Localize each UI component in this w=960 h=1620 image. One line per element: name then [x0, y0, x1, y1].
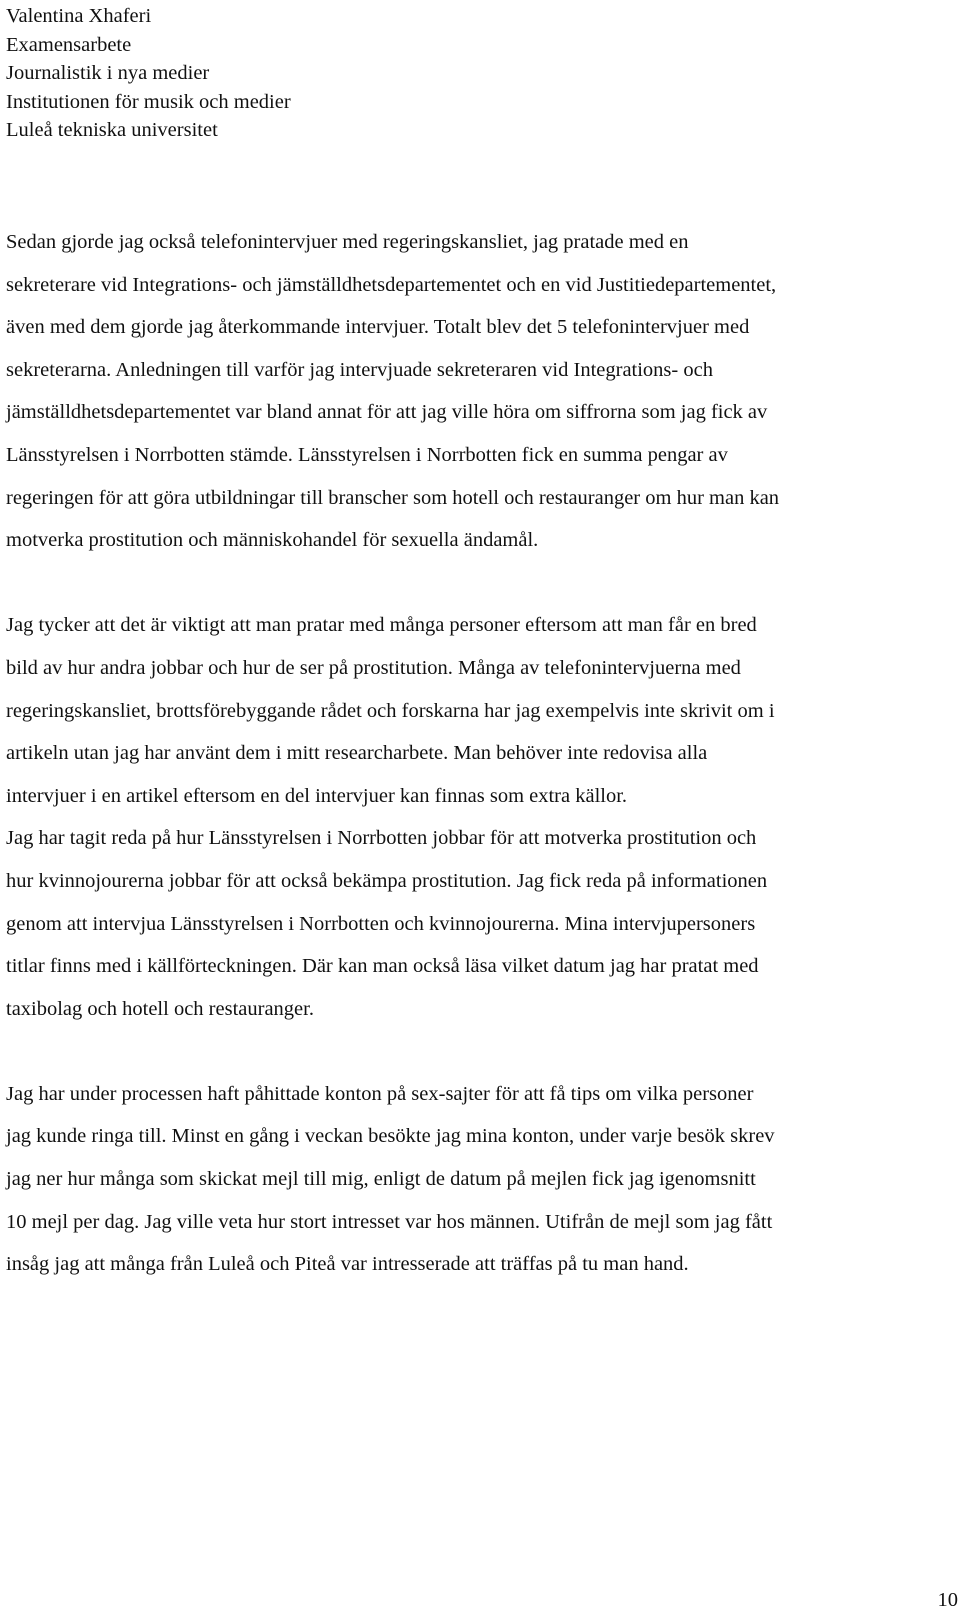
page-number: 10 — [937, 1589, 958, 1611]
paragraph-many-sources: Jag tycker att det är viktigt att man pratar med många personer eftersom att man får en bred bild av hur andra jobbar och hur de ser på prostitution. Många av telefonintervjuerna med regeringskansliet, brottsförebyggande rådet och forskarna har jag exempelvis inte skrivit om i artikeln utan jag har använt dem i mitt researcharbete. Man behöver inte redovisa alla intervjuer i en artikel eftersom en del intervjuer kan finnas som extra källor. — [6, 614, 775, 807]
paragraph-gap — [6, 1030, 951, 1073]
document-header — [6, 2, 291, 145]
paragraph-telephone-interviews: Sedan gjorde jag också telefonintervjuer med regeringskansliet, jag pratade med en sekreterare vid Integrations- och jämställdhetsdepartementet och en vid Justitiedepartementet, även med dem gjorde jag återkommande intervjuer. Totalt blev det 5 telefonintervjuer med sekreterarna. Anledningen till varför jag intervjuade sekreteraren vid Integrations- och jämställdhetsdepartementet var bland annat för att jag ville höra om siffrorna som jag fick av Länsstyrelsen i Norrbotten stämde. Länsstyrelsen i Norrbotten fick en summa pengar av regeringen för att göra utbildningar till branscher som hotell och restauranger om hur man kan motverka prostitution och människohandel för sexuella ändamål. — [6, 231, 780, 552]
university-name: Luleå tekniska universitet — [6, 119, 218, 141]
department-name: Institutionen för musik och medier — [6, 90, 291, 113]
document-type: Examensarbete — [6, 33, 132, 56]
paragraph-county-board: Jag har tagit reda på hur Länsstyrelsen i Norrbotten jobbar för att motverka prostitution och hur kvinnojourerna jobbar för att också bekämpa prostitution. Jag fick reda på informationen genom att intervjua Länsstyrelsen i Norrbotten och kvinnojourerna. Mina intervjupersoners titlar finns med i källförteckningen. Där kan man också läsa vilket datum jag har pratat med taxibolag och hotell och restauranger. — [6, 827, 768, 1020]
program-name: Journalistik i nya medier — [6, 62, 210, 84]
paragraph-fake-accounts: Jag har under processen haft påhittade konton på sex-sajter för att få tips om vilka personer jag kunde ringa till. Minst en gång i veckan besökte jag mina konton, under varje besök skrev jag ner hur många som skickat mejl till mig, enligt de datum på mejlen fick jag igenomsnitt 10 mejl per dag. Jag ville veta hur stort intresset var hos männen. Utifrån de mejl som jag fått insåg jag att många från Luleå och Piteå var intresserade att träffas på tu man hand. — [6, 1082, 775, 1276]
document-body — [6, 221, 951, 1286]
paragraph-gap — [6, 562, 951, 605]
author-name: Valentina Xhaferi — [6, 5, 152, 27]
